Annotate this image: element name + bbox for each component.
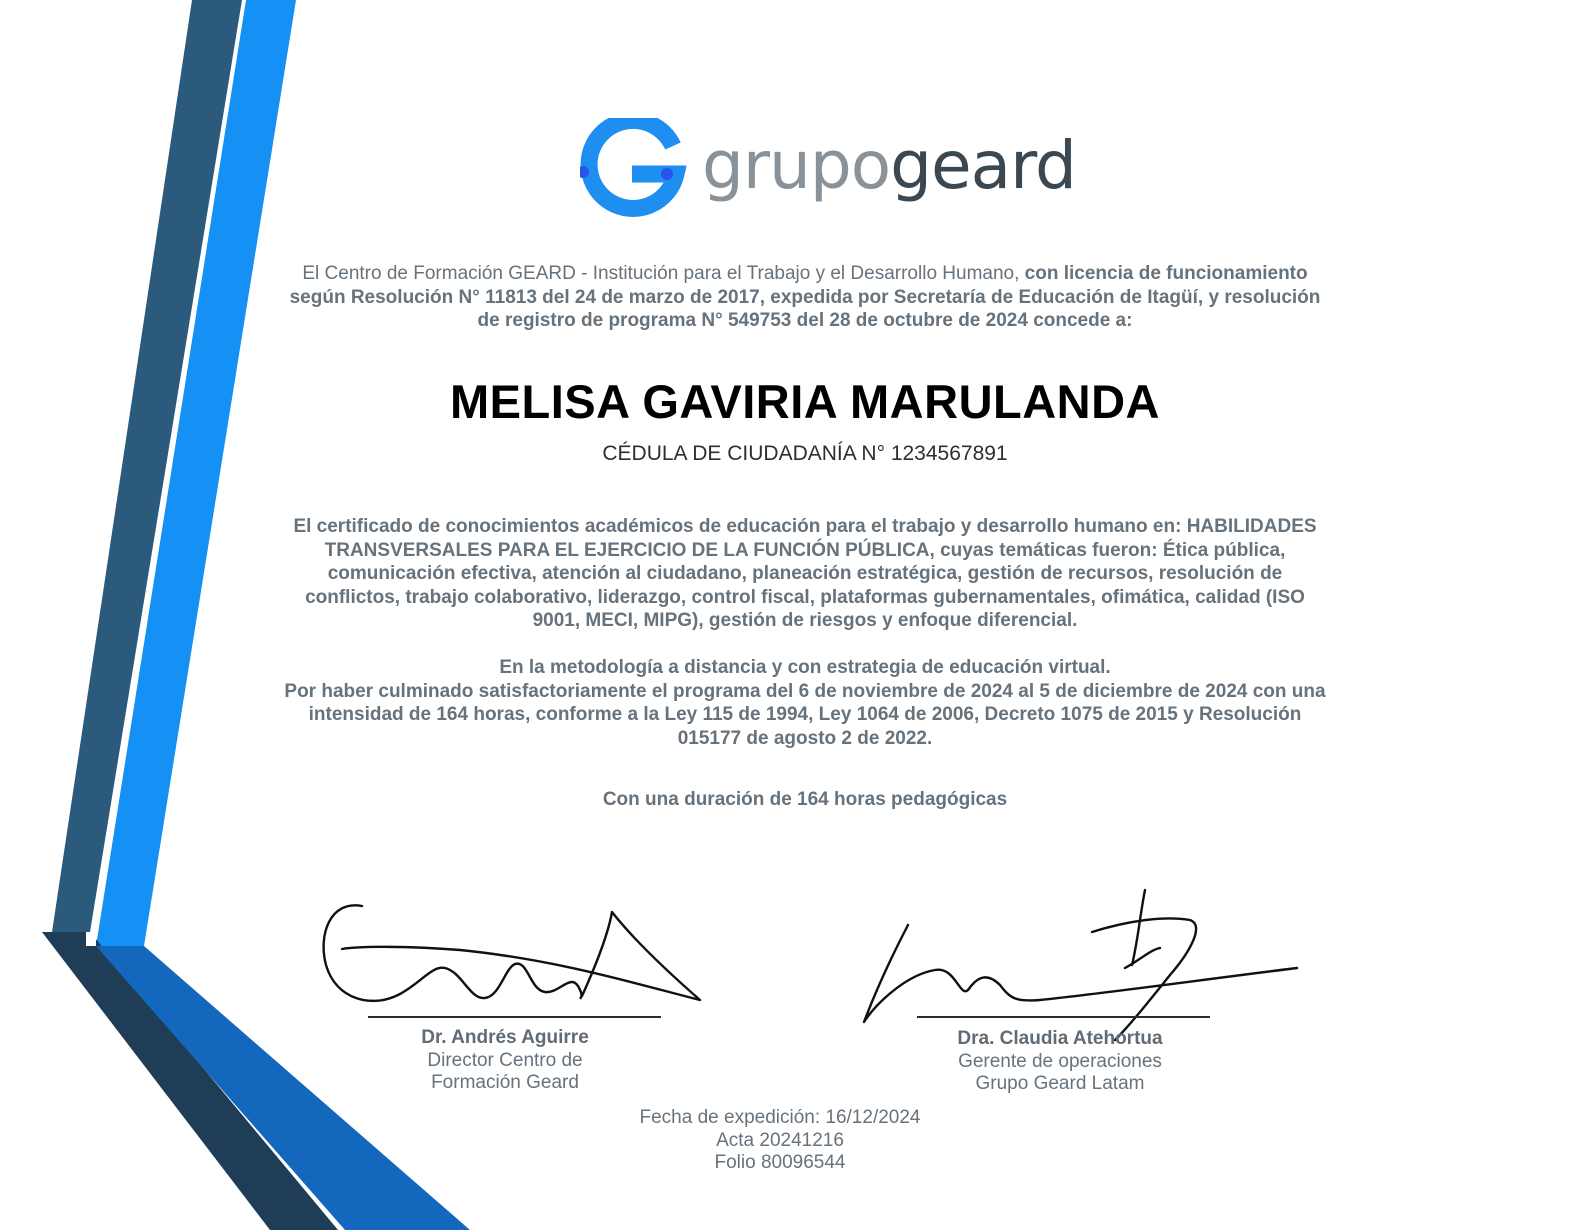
logo-wordmark <box>702 126 1076 206</box>
signatory-left-name: Dr. Andrés Aguirre <box>421 1027 589 1048</box>
signatory-right-name: Dra. Claudia Atehortua <box>957 1028 1163 1049</box>
signatory-left-title-1: Director Centro de <box>427 1049 583 1071</box>
logo-word-grupo: grupo <box>702 127 891 204</box>
signature-line-right <box>917 1016 1210 1018</box>
grupogeard-logo <box>580 118 1076 228</box>
signatory-left <box>325 1027 685 1095</box>
intro-prefix: El Centro de Formación GEARD - Institución para el Trabajo y el Desarrollo Humano, <box>302 263 1025 284</box>
program-description: El certificado de conocimientos académicos de educación para el trabajo y desarrollo humano en: HABILIDADES TRANSVERSALES PARA EL EJERCICIO DE LA FUNCIÓN PÚBLICA, cuyas temáticas fueron: Ética pública, comunicación efectiva, atención al ciudadano, planeación estratégica, gestión de recursos, resolución de conflictos, trabajo colaborativo, liderazgo, control fiscal, plataformas gubernamentales, ofimática, calidad (ISO 9001, MECI, MIPG), gestión de riesgos y enfoque diferencial. <box>293 516 1317 631</box>
signatory-right-title-1: Gerente de operaciones <box>958 1050 1162 1072</box>
signatory-right <box>880 1028 1240 1096</box>
intro-paragraph <box>280 262 1330 333</box>
signatory-left-title-2: Formación Geard <box>431 1072 579 1093</box>
stripe-gap <box>86 932 96 946</box>
completion-text: Por haber culminado satisfactoriamente el programa del 6 de noviembre de 2024 al 5 de diciembre de 2024 con una intensidad de 164 horas, conforme a la Ley 115 de 1994, Ley 1064 de 2006, Decreto 1075 de 2015 y Resolución 015177 de agosto 2 de 2022. <box>284 680 1326 749</box>
issuance-footer <box>530 1107 1030 1175</box>
signature-line-left <box>368 1016 661 1018</box>
duration-line: Con una duración de 164 horas pedagógicas <box>602 789 1008 810</box>
signatory-right-title-2: Grupo Geard Latam <box>975 1073 1145 1094</box>
folio-number: Folio 80096544 <box>714 1152 846 1173</box>
acta-number: Acta 20241216 <box>716 1129 844 1151</box>
logo-word-geard: geard <box>890 127 1076 204</box>
completion-paragraph <box>280 656 1330 750</box>
issue-date: Fecha de expedición: 16/12/2024 <box>639 1107 921 1128</box>
recipient-id: CÉDULA DE CIUDADANÍA N° 1234567891 <box>602 442 1008 465</box>
recipient-name: MELISA GAVIRIA MARULANDA <box>449 375 1160 428</box>
intro-bold: con licencia de funcionamiento según Resolución N° 11813 del 24 de marzo de 2017, expedida por Secretaría de Educación de Itagüí, y resolución de registro de programa N° 549753 del 28 de octubre de 2024 concede a: <box>289 263 1321 331</box>
methodology-line: En la metodología a distancia y con estrategia de educación virtual. <box>499 657 1111 678</box>
g-logo-icon <box>580 118 688 226</box>
